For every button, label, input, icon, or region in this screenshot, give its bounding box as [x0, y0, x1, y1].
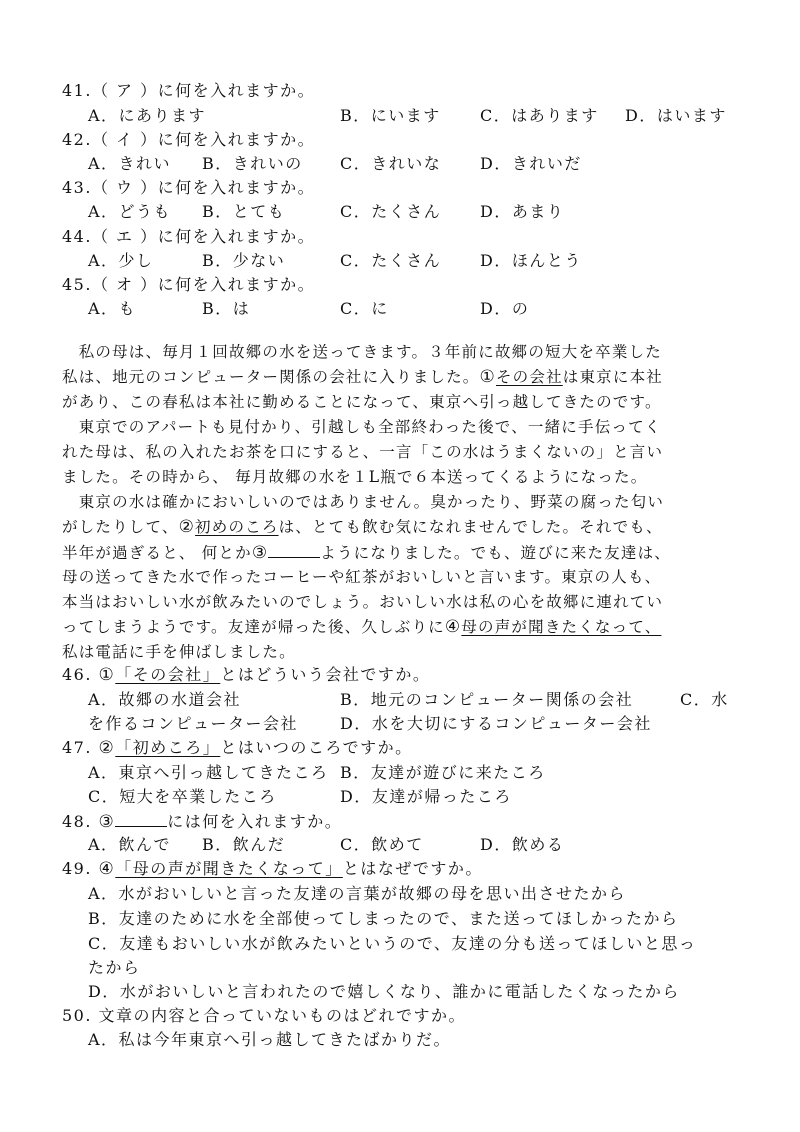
question-41-options [62, 103, 762, 129]
option-a: A．にあります [88, 106, 207, 125]
option-b: B．とても [202, 202, 286, 221]
option-b: B．友達が遊びに来たころ [340, 763, 546, 782]
quoted-phrase: 「その会社」 [115, 665, 221, 684]
quoted-phrase: 「母の声が聞きたくなって」 [115, 859, 343, 878]
blank-3 [268, 539, 320, 558]
option-a: A．も [88, 299, 137, 318]
question-43-stem: 43.（ ウ ）に何を入れますか。 [62, 178, 316, 197]
question-text: とはどういう会社ですか。 [220, 665, 431, 684]
passage-line: があり、この春私は本社に勤めることになって、東京へ引っ越してきたのです。 [62, 393, 662, 411]
passage-line: 東京でのアパートも見付かり、引越しも全部終わった後で、一緒に手伝ってく [62, 418, 662, 436]
question-49-stem [62, 856, 483, 882]
question-45-options [62, 296, 762, 322]
passage-text: 私は、地元のコンピューター関係の会社に入りました。 [62, 368, 480, 386]
option-c: C．きれいな [340, 154, 442, 173]
option-a: A．どうも [88, 202, 172, 221]
question-50-stem: 50. 文章の内容と合っていないものはどれですか。 [62, 1006, 467, 1025]
passage-line [62, 514, 746, 540]
passage-line: れた母は、私の入れたお茶を口にすると、一言「この水はうまくないの」と言い [62, 443, 664, 461]
question-46-options [62, 687, 762, 713]
marker-4: ④ [444, 617, 462, 637]
option-b: B．は [202, 299, 251, 318]
question-text: とはなぜですか。 [342, 859, 483, 878]
option-d: D．あまり [480, 202, 565, 221]
question-number: 48. [62, 812, 92, 831]
passage-line: 東京の水は確かにおいしいのではありません。臭かったり、野菜の腐った匂い [62, 493, 665, 511]
option-c-continued: を作るコンピューター会社 [88, 714, 299, 733]
question-number: 47. [62, 738, 92, 757]
question-41-stem: 41.（ ア ）に何を入れますか。 [62, 81, 316, 100]
option-a: A．故郷の水道会社 [88, 690, 242, 709]
option-b: B．にいます [340, 106, 441, 125]
underlined-phrase-4: 母の声が聞きたくなって、 [461, 618, 662, 636]
passage-text: ようになりました。でも、遊びに来た友達は、 [320, 544, 671, 562]
option-d: D．友達が帰ったころ [340, 787, 512, 806]
passage-line: 私の母は、毎月１回故郷の水を送ってきます。３年前に故郷の短大を卒業した [62, 343, 662, 361]
passage-line: ました。その時から、 毎月故郷の水を１L瓶で６本送ってくるようになった。 [62, 468, 648, 486]
blank-3 [115, 808, 167, 827]
question-45-stem: 45.（ オ ）に何を入れますか。 [62, 275, 316, 294]
option-b: B．地元のコンピューター関係の会社 [340, 690, 634, 709]
question-47-options-cont [62, 784, 762, 810]
passage-line [62, 364, 746, 390]
question-48-stem [62, 808, 342, 834]
option-d: D．水を大切にするコンピューター会社 [340, 714, 652, 733]
passage-text: がしたりして、 [62, 518, 179, 536]
marker-2: ② [178, 517, 196, 537]
option-d: D．飲める [480, 835, 565, 854]
question-text: には何を入れますか。 [167, 812, 343, 831]
passage-text: は東京に本社 [562, 368, 663, 386]
passage-line: 母の送ってきた水で作ったコーヒーや紅茶がおいしいと言います。東京の人も、 [62, 568, 662, 586]
question-42-options [62, 151, 762, 177]
option-b: B．飲んだ [202, 835, 286, 854]
option-c: C．友達もおいしい水が飲みたいというので、友達の分も送ってほしいと思っ [88, 934, 697, 953]
option-a: A．きれい [88, 154, 172, 173]
option-c: C．はあります [480, 106, 599, 125]
quoted-phrase: 「初めころ」 [115, 738, 221, 757]
option-a: A．飲んで [88, 835, 172, 854]
question-44-options [62, 248, 762, 274]
option-c: C．たくさん [340, 251, 442, 270]
marker-4: ④ [98, 859, 116, 879]
question-number: 46. [62, 665, 92, 684]
underlined-phrase-2: 初めのころ [195, 518, 279, 536]
option-a: A．少し [88, 251, 154, 270]
option-c: C．水 [680, 690, 729, 709]
question-44-stem: 44.（ エ ）に何を入れますか。 [62, 227, 316, 246]
option-a: A．水がおいしいと言った友達の言葉が故郷の母を思い出させたから [88, 884, 627, 903]
option-d: D．ほんとう [480, 251, 582, 270]
underlined-phrase-1: その会社 [495, 368, 563, 386]
question-text: とはいつのころですか。 [220, 738, 413, 757]
question-46-options-cont [62, 711, 762, 737]
option-b: B．少ない [202, 251, 286, 270]
option-c: C．短大を卒業したころ [88, 787, 277, 806]
option-c: C．たくさん [340, 202, 442, 221]
marker-1: ① [479, 367, 496, 387]
option-d: D．はいます [625, 106, 727, 125]
option-c: C．に [340, 299, 389, 318]
option-b: B．きれいの [202, 154, 303, 173]
marker-2: ② [98, 738, 116, 758]
option-c: C．飲めて [340, 835, 424, 854]
option-b: B．友達のために水を全部使ってしまったので、また送ってほしかったから [88, 909, 679, 928]
option-d: D．きれいだ [480, 154, 582, 173]
passage-text: は、とても飲む気になれませんでした。それでも、 [278, 518, 663, 536]
question-47-options [62, 760, 762, 786]
option-c-continued: たから [88, 958, 141, 977]
question-47-stem [62, 735, 413, 761]
marker-3: ③ [98, 812, 116, 832]
marker-3: ③ [251, 543, 269, 563]
question-number: 49. [62, 859, 92, 878]
passage-line [62, 539, 746, 565]
option-a: A．東京へ引っ越してきたころ [88, 763, 329, 782]
marker-1: ① [98, 665, 116, 685]
passage-line [62, 614, 746, 640]
option-d: D．水がおいしいと言われたので嬉しくなり、誰かに電話したくなったから [88, 982, 680, 1001]
passage-line: 私は電話に手を伸ばしました。 [62, 643, 296, 661]
question-43-options [62, 199, 762, 225]
passage-text: 半年が過ぎると、 何とか [62, 544, 252, 562]
option-d: D．の [480, 299, 530, 318]
passage-text: ってしまうようです。友達が帰った後、久しぶりに [62, 618, 445, 636]
question-42-stem: 42.（ イ ）に何を入れますか。 [62, 130, 316, 149]
option-a: A．私は今年東京へ引っ越してきたばかりだ。 [88, 1030, 452, 1049]
question-46-stem [62, 662, 430, 688]
question-48-options [62, 832, 762, 858]
passage-line: 本当はおいしい水が飲みたいのでしょう。おいしい水は私の心を故郷に連れてい [62, 593, 664, 611]
